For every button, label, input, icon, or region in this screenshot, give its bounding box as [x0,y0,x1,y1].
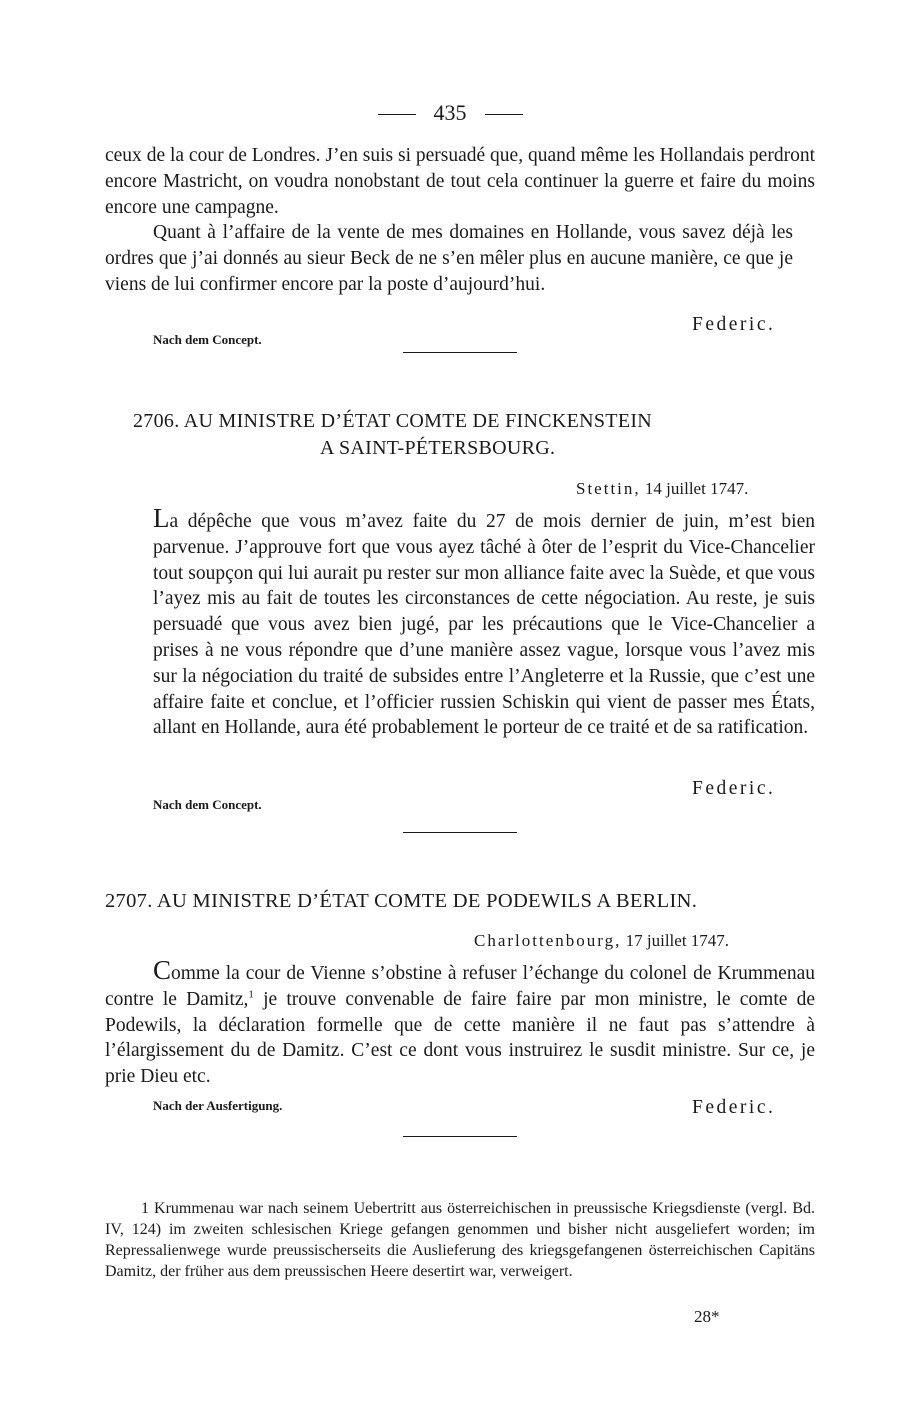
intro-source-note: Nach dem Concept. [153,332,262,347]
intro-paragraph-2: Quant à l’affaire de la vente de mes domaines en Hollande, vous savez déjà les ordres que j’ai donnés au sieur Beck de ne s’en mêler plus en aucune manière, ce que je viens de lui confirmer encore par la poste d’aujourd’hui. [105,222,793,295]
page-number-value: 435 [433,100,467,125]
letter-2707-dateline [474,931,729,951]
footnote-text: 1 Krummenau war nach seinem Uebertritt aus österreichischen in preussische Kriegsdienste (vergl. Bd. IV, 124) im zweiten schlesischen Kriege gefangen genommen und bisher nicht ausgeliefert worden; im Repressalienwege wurde preussischerseits die Auslieferung des kriegsgefangenen österreichischen Capitäns Damitz, der früher aus dem preussischen Heere desertirt war, verweigert. [105,1200,815,1280]
section-divider [403,1136,517,1137]
page-number-right-dash [485,114,523,115]
sheet-signature: 28* [694,1307,720,1326]
footnote [105,1198,815,1282]
letter-2706-source-note: Nach dem Concept. [153,797,262,812]
letter-2707-heading: 2707. AU MINISTRE D’ÉTAT COMTE DE PODEWILS A BERLIN. [105,890,698,912]
letter-2706-dateline [576,479,748,499]
letter-2707-source-note: Nach der Ausfertigung. [153,1098,283,1113]
intro-paragraph-1: ceux de la cour de Londres. J’en suis si persuadé que, quand même les Hollandais perdront encore Mastricht, on voudra nonobstant de tout cela continuer la guerre et faire du moins encore une campagne. [105,145,815,218]
intro-signature: Federic. [692,314,776,335]
page-number [0,100,900,126]
letter-2707-place: Charlottenbourg, [474,931,622,950]
letter-2706-initial: L [153,503,170,533]
letter-2706-text: a dépêche que vous m’avez faite du 27 de mois dernier de juin, m’est bien parvenue. J’approuve fort que vous ayez tâché à ôter de l’esprit du Vice-Chancelier tout soupçon qui lui aurait pu rester sur mon alliance faite avec la Suède, et que vous l’ayez mis au fait de toutes les circonstances de cette négociation. Au reste, je suis persuadé que vous avez bien jugé, par les précautions que le Vice-Chancelier a prises à ne vous répondre que d’une manière assez vague, lorsque vous l’avez mis sur la négociation du traité de subsides entre l’Angleterre et la Russie, que c’est une affaire faite et conclue, et l’officier russien Schiskin qui vient de passer mes États, allant en Hollande, aura été probablement le porteur de ce traité et de sa ratification. [153,511,815,739]
section-divider [403,352,517,353]
letter-2707-date: 17 juillet 1747. [625,931,730,950]
letter-2707-initial: C [153,955,172,985]
letter-2707-text-part-1: omme la cour de Vienne s’obstine à refuser l’échange du colonel de Krummenau contre le Damitz, [105,963,815,1010]
letter-2707-body [105,955,815,1090]
letter-2707-text-part-2: je trouve convenable de faire faire par mon ministre, le comte de Podewils, la déclaration formelle que de cette manière il ne faut pas s’attendre à l’élargissement du de Damitz. C’est ce dont vous instruirez le susdit ministre. Sur ce, je prie Dieu etc. [105,988,815,1088]
letter-2706-body [105,503,815,741]
intro-text [105,143,815,298]
letter-2706-date: 14 juillet 1747. [644,479,749,498]
footnote-reference: 1 [248,988,254,1001]
letter-2706-signature: Federic. [692,778,776,799]
letter-2706-heading-line-1: 2706. AU MINISTRE D’ÉTAT COMTE DE FINCKENSTEIN [133,410,653,432]
page-number-left-dash [378,114,416,115]
letter-2706-heading-line-2: A SAINT-PÉTERSBOURG. [320,437,556,459]
letter-2707-signature: Federic. [692,1097,776,1118]
letter-2706-place: Stettin, [576,479,641,498]
section-divider [403,832,517,833]
